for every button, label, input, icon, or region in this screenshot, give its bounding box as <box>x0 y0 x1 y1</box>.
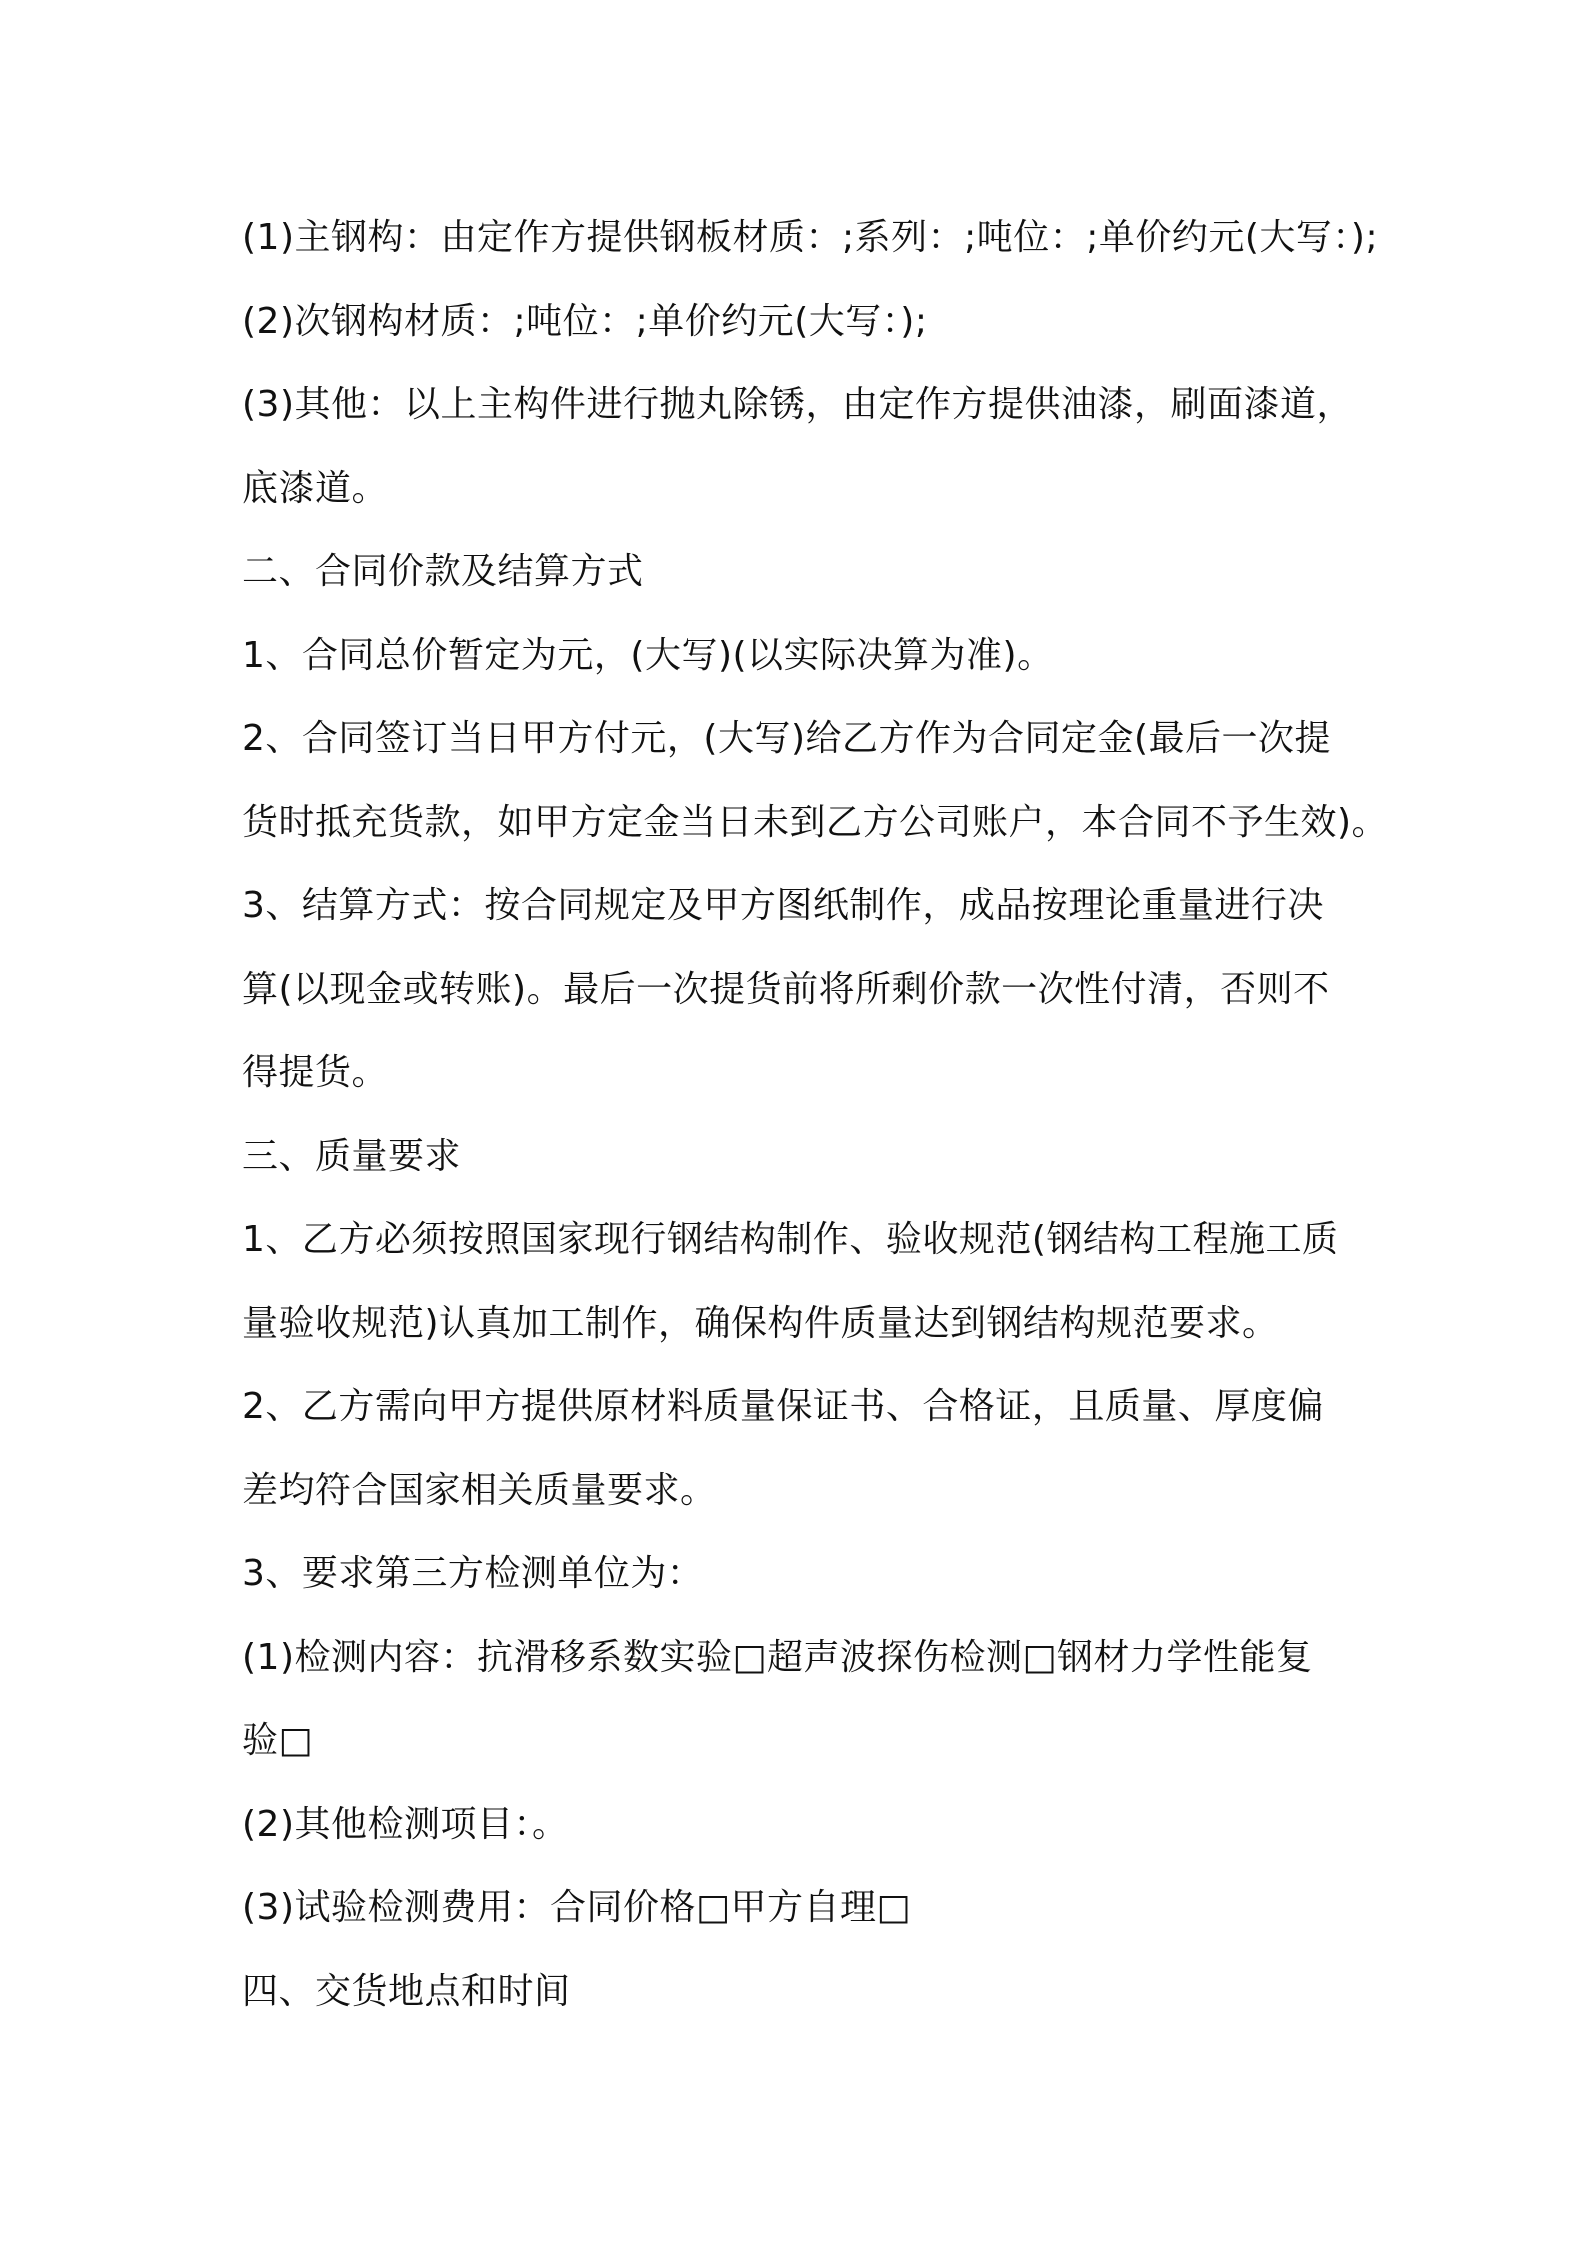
clause-deposit-cont: 货时抵充货款，如甲方定金当日未到乙方公司账户，本合同不予生效)。 <box>242 801 1389 843</box>
clause-inspection-fee: (3)试验检测费用：合同价格□甲方自理□ <box>242 1887 912 1928</box>
clause-other-cont: 底漆道。 <box>242 467 389 509</box>
clause-settlement-cont: 算(以现金或转账)。最后一次提货前将所剩价款一次性付清，否则不 <box>242 968 1330 1010</box>
clause-quality-standard: 1、乙方必须按照国家现行钢结构制作、验收规范(钢结构工程施工质 <box>242 1219 1339 1260</box>
clause-material-certs: 2、乙方需向甲方提供原材料质量保证书、合格证，且质量、厚度偏 <box>242 1386 1324 1427</box>
clause-secondary-steel: (2)次钢构材质：;吨位：;单价约元(大写：); <box>242 300 928 342</box>
clause-settlement: 3、结算方式：按合同规定及甲方图纸制作，成品按理论重量进行决 <box>242 885 1324 926</box>
document-body <box>242 196 1389 2033</box>
clause-main-steel: (1)主钢构：由定作方提供钢板材质：;系列：;吨位：;单价约元(大写：); <box>242 217 1379 258</box>
section-heading-price-settlement: 二、合同价款及结算方式 <box>242 551 644 592</box>
clause-other: (3)其他：以上主构件进行抛丸除锈，由定作方提供油漆，刷面漆道， <box>242 384 1353 425</box>
clause-settlement-end: 得提货。 <box>242 1052 389 1093</box>
clause-quality-standard-cont: 量验收规范)认真加工制作，确保构件质量达到钢结构规范要求。 <box>242 1302 1279 1344</box>
section-heading-delivery: 四、交货地点和时间 <box>242 1970 571 2012</box>
clause-third-party: 3、要求第三方检测单位为： <box>242 1553 704 1594</box>
clause-inspection-content: (1)检测内容：抗滑移系数实验□超声波探伤检测□钢材力学性能复 <box>242 1636 1313 1678</box>
clause-inspection-content-cont: 验□ <box>242 1720 314 1761</box>
clause-other-inspection: (2)其他检测项目：。 <box>242 1803 569 1845</box>
clause-deposit: 2、合同签订当日甲方付元，(大写)给乙方作为合同定金(最后一次提 <box>242 718 1332 759</box>
clause-material-certs-cont: 差均符合国家相关质量要求。 <box>242 1469 717 1511</box>
clause-total-price: 1、合同总价暂定为元，(大写)(以实际决算为准)。 <box>242 634 1054 676</box>
section-heading-quality: 三、质量要求 <box>242 1135 462 1177</box>
